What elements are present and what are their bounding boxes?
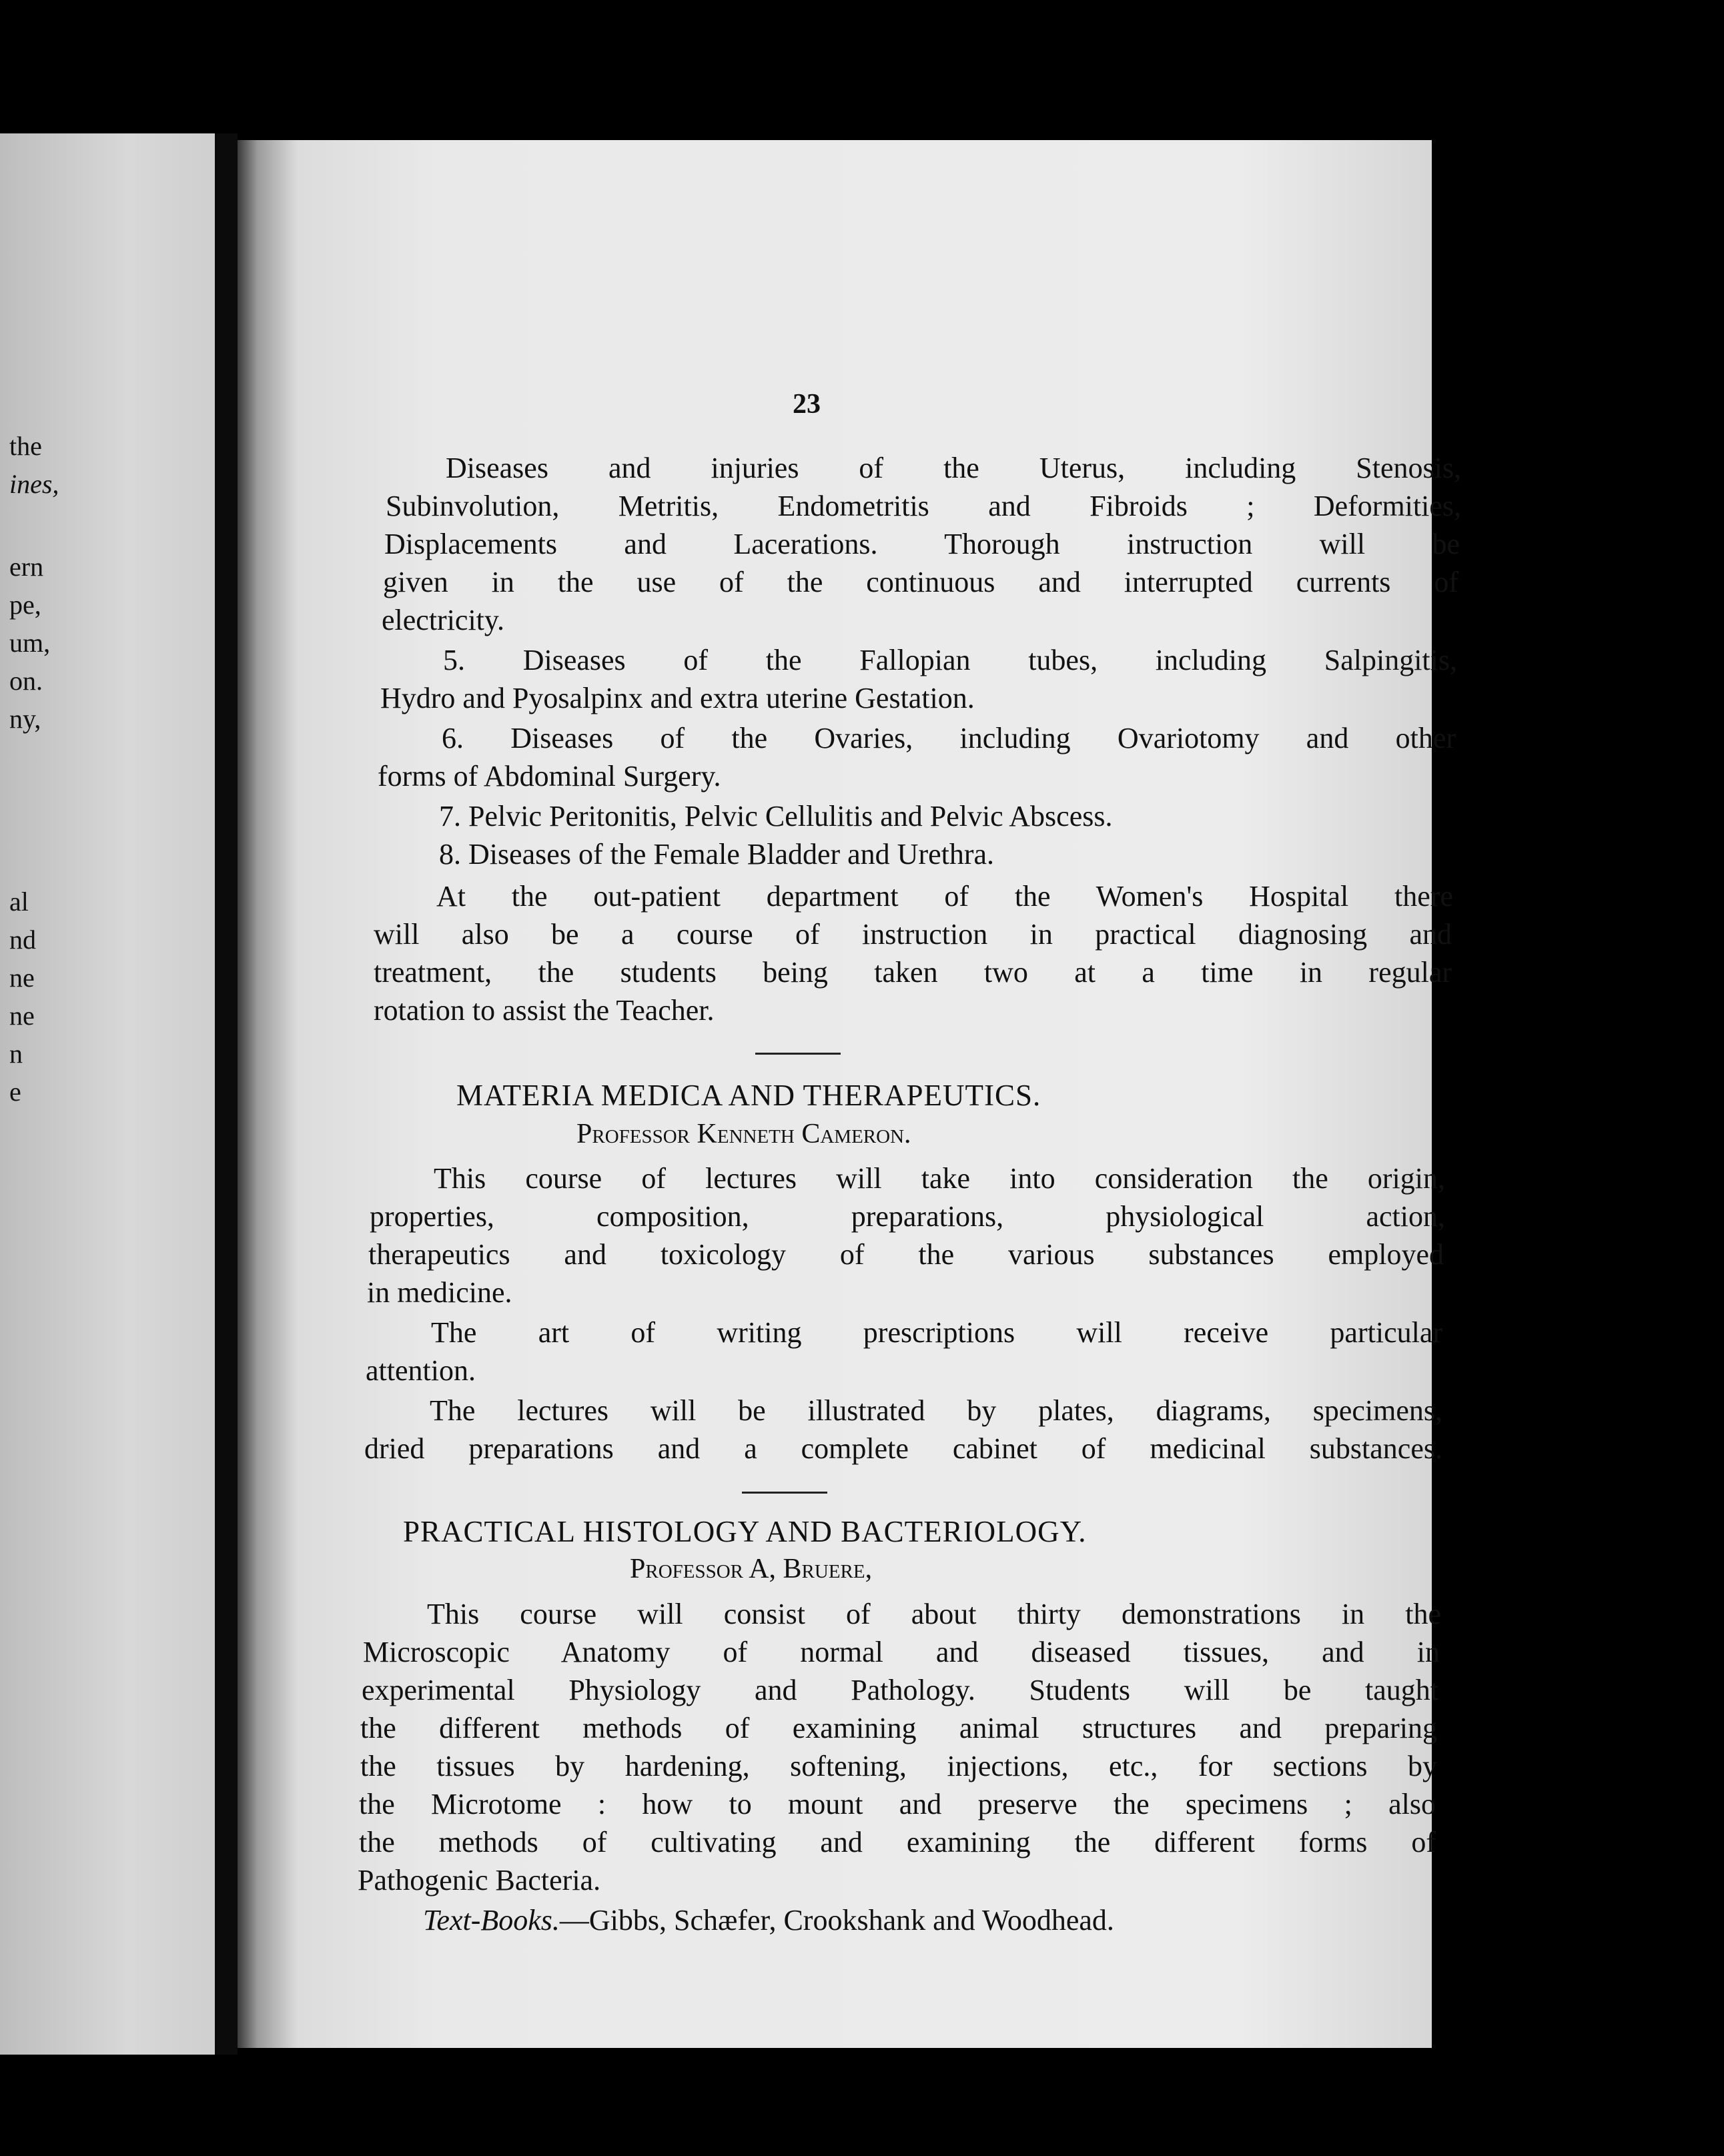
body-line: The art of writing prescriptions will receive particular [431, 1316, 1442, 1349]
left-fragment: on. [9, 666, 43, 696]
body-line: in medicine. [367, 1276, 512, 1309]
body-line: This course of lectures will take into consideration the origin, [434, 1162, 1445, 1195]
body-line: the different methods of examining animal structures and preparing [360, 1712, 1437, 1744]
left-fragment: ne [9, 1001, 35, 1031]
body-line: properties, composition, preparations, physiological action, [370, 1200, 1445, 1233]
professor-name: Professor Kenneth Cameron. [576, 1119, 911, 1149]
body-line: forms of Abdominal Surgery. [378, 760, 721, 792]
section-divider [755, 1053, 841, 1055]
body-line: given in the use of the continuous and interrupted currents of [383, 566, 1458, 598]
section-heading: MATERIA MEDICA AND THERAPEUTICS. [456, 1079, 1041, 1112]
textbooks-line [423, 1906, 1114, 1935]
body-line: The lectures will be illustrated by plates, diagrams, specimens, [430, 1394, 1442, 1427]
left-fragment: e [9, 1077, 21, 1107]
list-item: 5. Diseases of the Fallopian tubes, including Salpingitis, [443, 644, 1457, 676]
left-fragment: the [9, 431, 42, 461]
body-line: the Microtome : how to mount and preserve the specimens ; also [359, 1788, 1436, 1820]
body-line: rotation to assist the Teacher. [374, 994, 715, 1027]
body-line: therapeutics and toxicology of the various substances employed [368, 1238, 1444, 1271]
page-number: 23 [793, 389, 821, 420]
list-item: 7. Pelvic Peritonitis, Pelvic Cellulitis and Pelvic Abscess. [439, 800, 1113, 833]
body-line: Microscopic Anatomy of normal and diseased tissues, and in [363, 1636, 1440, 1668]
body-line: the tissues by hardening, softening, injections, etc., for sections by [360, 1750, 1437, 1782]
body-line: the methods of cultivating and examining the different forms of [359, 1826, 1436, 1858]
left-fragment: pe, [9, 590, 41, 620]
left-fragment: ne [9, 963, 35, 993]
list-item: 8. Diseases of the Female Bladder and Urethra. [439, 838, 995, 871]
body-line: experimental Physiology and Pathology. Students will be taught [362, 1674, 1438, 1706]
body-line: Subinvolution, Metritis, Endometritis and Fibroids ; Deformities, [386, 490, 1461, 522]
left-fragment: nd [9, 925, 36, 955]
left-fragment: al [9, 887, 29, 917]
section-heading: PRACTICAL HISTOLOGY AND BACTERIOLOGY. [403, 1515, 1087, 1548]
book-spine [215, 133, 238, 2055]
left-fragment: um, [9, 628, 51, 658]
left-fragment: ny, [9, 704, 41, 734]
textbooks-list: —Gibbs, Schæfer, Crookshank and Woodhead. [559, 1904, 1114, 1937]
body-line: Displacements and Lacerations. Thorough instruction will be [384, 528, 1460, 560]
body-line: This course will consist of about thirty demonstrations in the [427, 1598, 1441, 1630]
facing-page-fragment [0, 133, 215, 2055]
textbooks-label: Text-Books. [423, 1904, 560, 1937]
body-line: dried preparations and a complete cabinet of medicinal substances. [364, 1432, 1442, 1465]
section-divider [742, 1492, 827, 1494]
body-line: electricity. [382, 604, 505, 636]
body-line: treatment, the students being taken two at a time in regular [374, 956, 1452, 989]
left-fragment: ern [9, 552, 44, 582]
body-line: Hydro and Pyosalpinx and extra uterine Gestation. [380, 682, 975, 714]
list-item: 6. Diseases of the Ovaries, including Ovariotomy and other [442, 722, 1456, 754]
body-line: will also be a course of instruction in practical diagnosing and [374, 918, 1452, 951]
body-line: attention. [366, 1354, 476, 1387]
body-line: At the out-patient department of the Women's Hospital there [436, 880, 1453, 913]
professor-name: Professor A, Bruere, [630, 1554, 873, 1584]
left-fragment: ines, [9, 469, 59, 499]
main-page [238, 140, 1461, 2048]
body-line: Pathogenic Bacteria. [358, 1864, 601, 1897]
left-fragment: n [9, 1039, 23, 1069]
body-line: Diseases and injuries of the Uterus, including Stenosis, [446, 452, 1461, 484]
